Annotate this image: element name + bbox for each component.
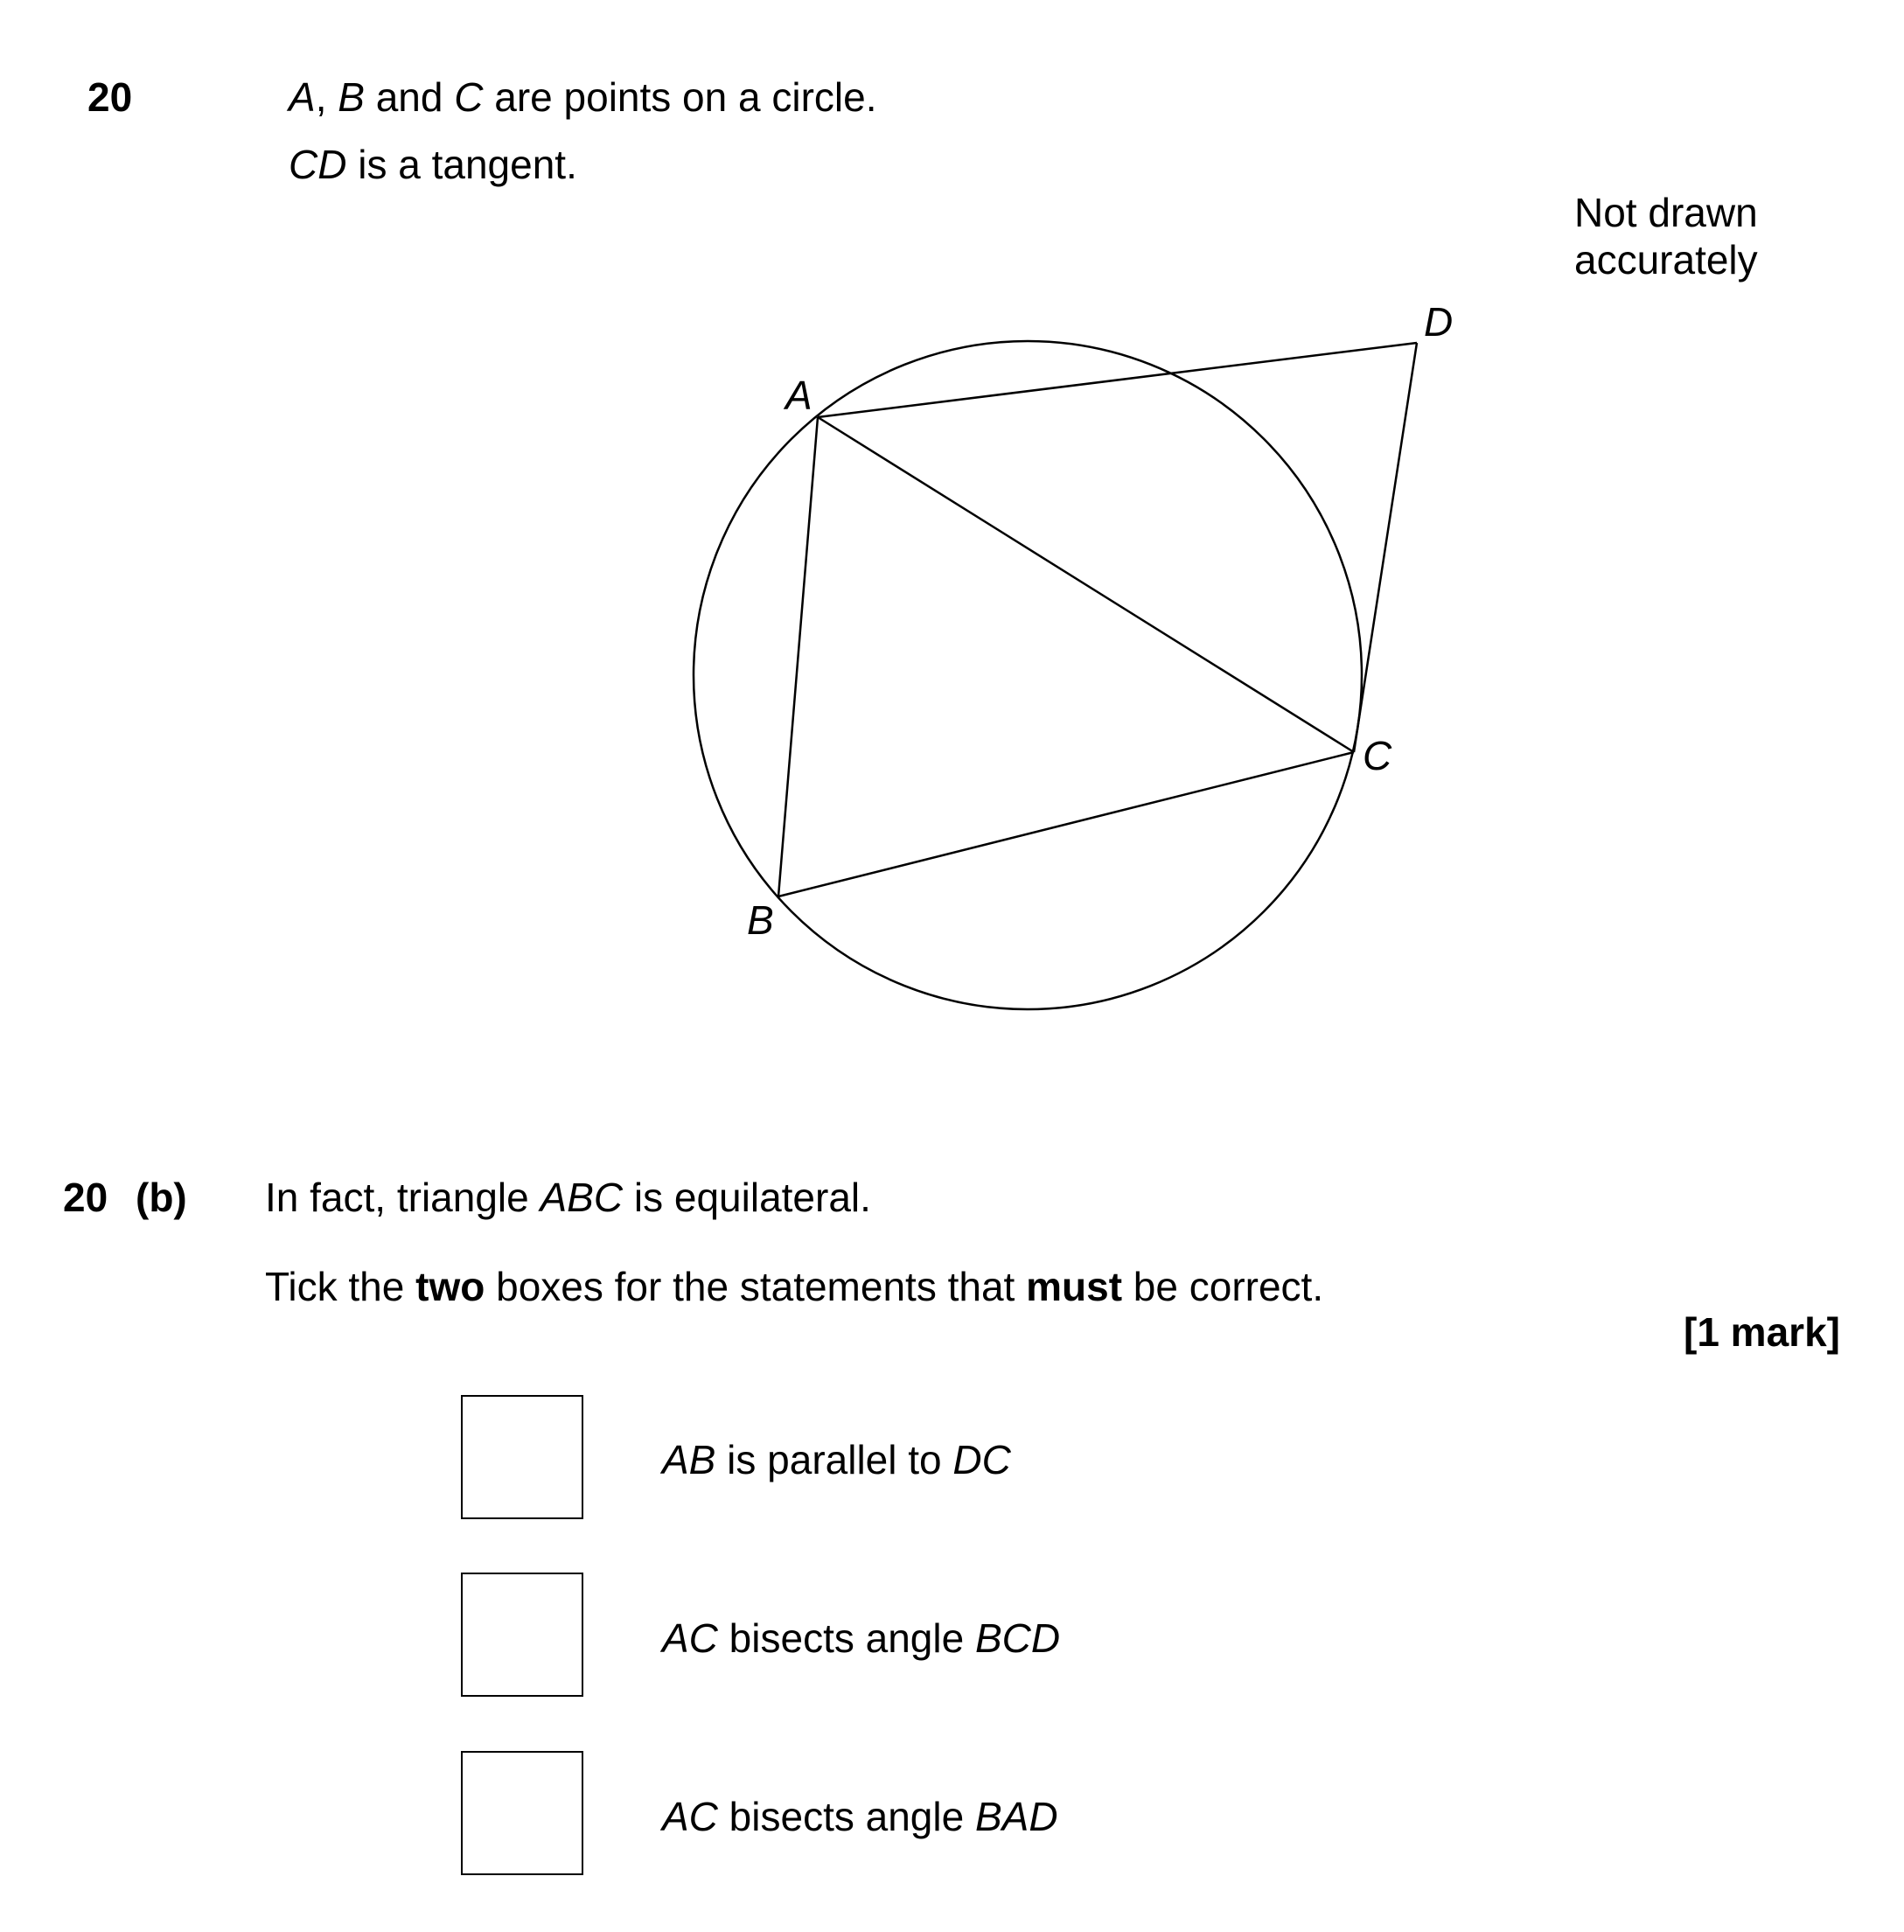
option-angle: BCD [974, 1615, 1061, 1661]
stem-point-c: C [454, 74, 484, 120]
tick-box-option-3[interactable] [461, 1751, 583, 1875]
option-segment: AC [662, 1794, 718, 1839]
segment-bc [778, 752, 1354, 896]
stem-text: and [364, 74, 455, 120]
question-number: 20 [87, 74, 133, 120]
marks-allocation: [1 mark] [1684, 1309, 1840, 1355]
part-b-question-number: 20 [63, 1175, 108, 1220]
option-segment: AB [662, 1437, 716, 1482]
instruction-text: be correct. [1122, 1264, 1324, 1309]
instruction-text: Tick the [265, 1264, 416, 1309]
option-text: bisects angle [717, 1615, 975, 1661]
instruction-text: boxes for the statements that [485, 1264, 1027, 1309]
option-text: bisects angle [717, 1794, 975, 1839]
part-b-intro [265, 1175, 871, 1220]
label-point-a: A [785, 373, 813, 418]
option-segment: AC [662, 1615, 718, 1661]
option-row [0, 1395, 1904, 1526]
instruction-emphasis-two: two [415, 1264, 485, 1309]
circle [694, 341, 1362, 1009]
label-point-c: C [1363, 733, 1392, 778]
stem-text: are points on a circle. [483, 74, 877, 120]
segment-ab [778, 417, 818, 896]
option-row [0, 1751, 1904, 1882]
intro-text: is equilateral. [623, 1175, 871, 1220]
note-line-1: Not drawn [1574, 190, 1758, 235]
option-text: is parallel to [715, 1437, 953, 1482]
tick-box-option-2[interactable] [461, 1573, 583, 1697]
stem-point-a: A [289, 74, 316, 120]
stem-segment-cd: CD [289, 142, 347, 187]
label-point-b: B [747, 897, 774, 943]
part-b-label: (b) [136, 1175, 187, 1220]
option-angle: BAD [974, 1794, 1058, 1839]
tick-box-option-1[interactable] [461, 1395, 583, 1519]
tangent-cd [1354, 343, 1417, 752]
option-row [0, 1573, 1904, 1704]
part-b-instruction [265, 1266, 1323, 1307]
stem-text: is a tangent. [346, 142, 577, 187]
stem-point-b: B [338, 74, 365, 120]
option-label-3 [662, 1796, 1058, 1837]
stem-text: , [315, 74, 338, 120]
instruction-emphasis-must: must [1026, 1264, 1123, 1309]
label-point-d: D [1424, 299, 1454, 345]
option-segment: DC [952, 1437, 1011, 1482]
segment-ac [818, 417, 1354, 752]
option-label-1 [662, 1437, 1011, 1482]
note-line-2: accurately [1574, 237, 1758, 282]
intro-triangle-abc: ABC [540, 1175, 624, 1220]
option-label-2 [662, 1615, 1061, 1661]
intro-text: In fact, triangle [265, 1175, 541, 1220]
